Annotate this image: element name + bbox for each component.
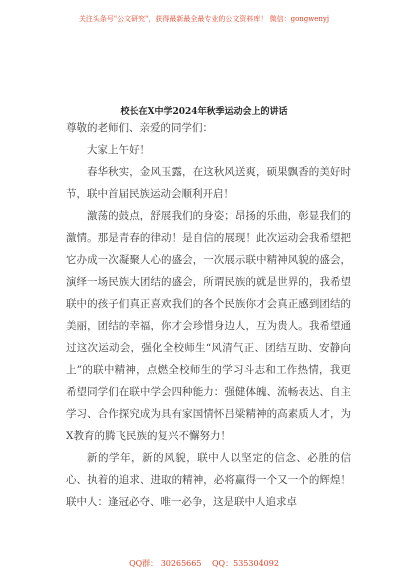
speech-body — [66, 139, 351, 513]
greeting-line: 尊敬的老师们、亲爱的同学们： — [66, 122, 213, 134]
paragraph-new-year: 新的学年，新的风貌，联中人以坚定的信念、必胜的信心、执着的追求、进取的精神，必将赢得一个又一个的辉煌！联中人：逢冠必夺、唯一必争，这是联中人追求卓 — [66, 452, 351, 508]
footer-qq: QQ：535304092 — [212, 559, 279, 568]
footer-contact — [0, 558, 408, 569]
paragraph-spirit: 激荡的鼓点，舒展我们的身姿；昂扬的乐曲，彰显我们的激情。那是青春的律动！是自信的展现！此次运动会我希望把它办成一次凝聚人心的盛会，一次展示联中精神风貌的盛会，演绎一场民族大团结的盛会，所谓民族的就是世界的，我希望联中的孩子们真正喜欢我们的各个民族你才会真正感到团结的美丽，团结的幸福，你才会珍惜身边人，互为贵人。我希望通过这次运动会，强化全校师生“风清气正、团结互助、安静向上”的联中精神，点燃全校师生的学习斗志和工作热情，我更希望同学们在联中学会四种能力：强健体魄、流畅表达、自主学习、合作探究成为具有家国情怀吕梁精神的高素质人才，为X教育的腾飞民族的复兴不懈努力！ — [66, 210, 351, 442]
header-banner: 关注头条号"公文研究"，获得最新最全最专业的公文资料库！ 微信：gongwenyj — [78, 15, 330, 23]
document-title: 校长在X中学2024年秋季运动会上的讲话 — [120, 107, 288, 117]
paragraph-opening: 大家上午好！ — [87, 144, 150, 156]
greeting-block — [66, 117, 351, 139]
footer-qq-group: QQ群： 30265665 — [129, 559, 202, 568]
paragraph-season: 春华秋实，金风玉露，在这秋风送爽，硕果飘香的美好时节，联中首届民族运动会顺利开启！ — [66, 166, 351, 200]
